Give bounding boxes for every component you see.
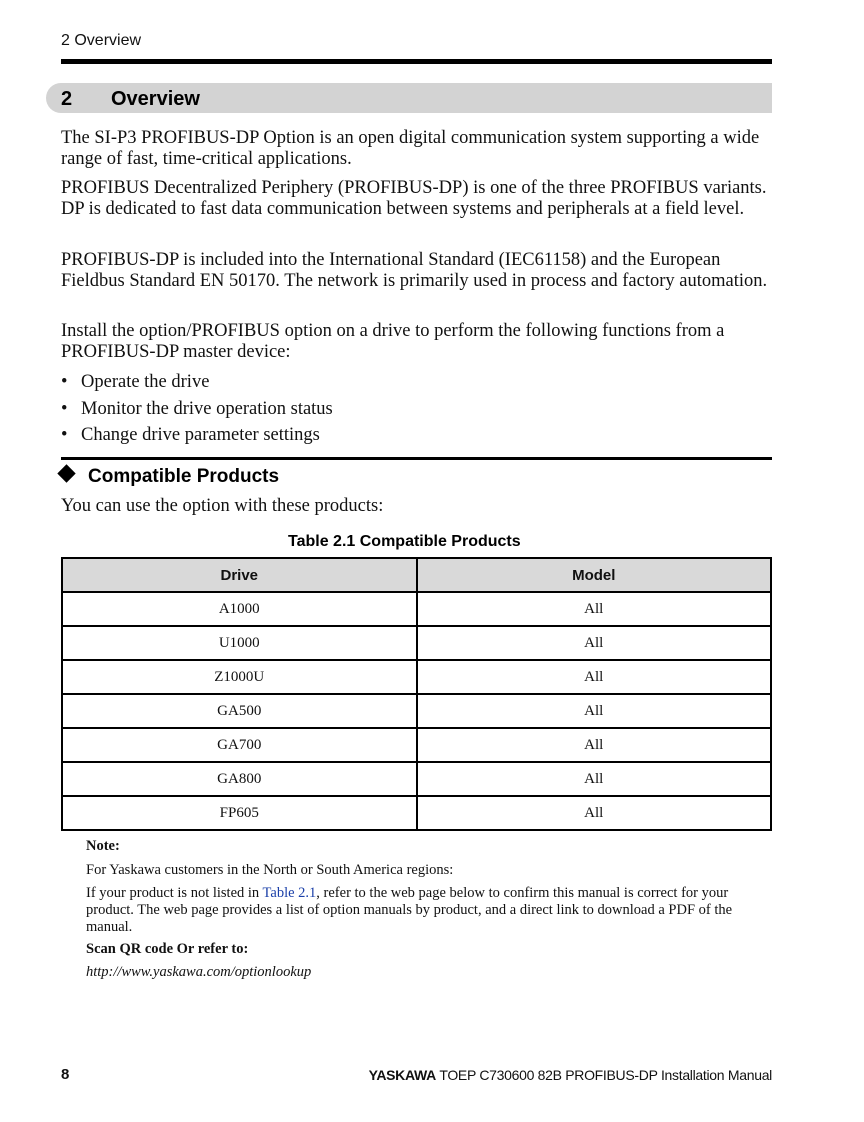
table-row <box>62 694 771 728</box>
section-intro: You can use the option with these products: <box>61 496 384 516</box>
table-row <box>62 660 771 694</box>
bullet-item: • Monitor the drive operation status <box>61 399 333 419</box>
drive-cell: A1000 <box>62 592 417 626</box>
table-caption: Table 2.1 Compatible Products <box>288 533 521 550</box>
section-title: Compatible Products <box>88 466 280 487</box>
table-reference-link[interactable]: Table 2.1 <box>262 885 317 901</box>
paragraph-intro: The SI-P3 PROFIBUS-DP Option is an open digital communication system supporting a wide range of fast, time-critical applications. <box>61 128 760 169</box>
drive-cell: GA700 <box>62 728 417 762</box>
model-cell: All <box>417 660 772 694</box>
model-cell: All <box>417 694 772 728</box>
footer-brand: YASKAWA <box>368 1067 436 1083</box>
paragraph-decentralized-periphery: PROFIBUS Decentralized Periphery (PROFIBUS-DP) is one of the three PROFIBUS variants. DP is dedicated to fast data communication between systems and peripherals at a field level. <box>61 178 767 219</box>
section-rule <box>61 457 772 460</box>
drive-cell: Z1000U <box>62 660 417 694</box>
table-row <box>62 728 771 762</box>
compatible-products-table <box>61 557 772 831</box>
drive-cell: FP605 <box>62 796 417 830</box>
header-rule <box>61 59 772 64</box>
column-header-model: Model <box>417 558 772 592</box>
drive-cell: GA800 <box>62 762 417 796</box>
table-row <box>62 762 771 796</box>
note-regions: For Yaskawa customers in the North or South America regions: <box>86 862 454 878</box>
footer-manual-title: YASKAWA TOEP C730600 82B PROFIBUS-DP Installation Manual <box>368 1067 772 1083</box>
page-number: 8 <box>61 1066 70 1083</box>
model-cell: All <box>417 626 772 660</box>
drive-cell: GA500 <box>62 694 417 728</box>
bullet-dot-icon: • <box>61 425 68 445</box>
bullet-item: • Change drive parameter settings <box>61 425 320 445</box>
note-label: Note: <box>86 838 120 854</box>
running-head: 2 Overview <box>61 32 142 49</box>
bullet-dot-icon: • <box>61 399 68 419</box>
model-cell: All <box>417 592 772 626</box>
paragraph-standards: PROFIBUS-DP is included into the International Standard (IEC61158) and the European Fieldbus Standard EN 50170. The network is primarily used in process and factory automation. <box>61 250 768 291</box>
column-header-drive: Drive <box>62 558 417 592</box>
drive-cell: U1000 <box>62 626 417 660</box>
qr-label: Scan QR code Or refer to: <box>86 941 249 957</box>
chapter-number: 2 <box>61 88 73 110</box>
table-header-row <box>62 558 771 592</box>
note-instructions: If your product is not listed in Table 2.1, refer to the web page below to confirm this manual is correct for your product. The web page provides a list of option manuals by product, and a direct link to download a PDF of the manual. <box>86 885 733 935</box>
table-row <box>62 592 771 626</box>
table-row <box>62 796 771 830</box>
option-lookup-url[interactable]: http://www.yaskawa.com/optionlookup <box>86 964 312 980</box>
bullet-item: • Operate the drive <box>61 372 210 392</box>
diamond-icon <box>57 464 75 482</box>
chapter-title: Overview <box>111 88 200 110</box>
paragraph-install: Install the option/PROFIBUS option on a drive to perform the following functions from a PROFIBUS-DP master device: <box>61 321 725 362</box>
model-cell: All <box>417 796 772 830</box>
bullet-dot-icon: • <box>61 372 68 392</box>
model-cell: All <box>417 728 772 762</box>
table-row <box>62 626 771 660</box>
model-cell: All <box>417 762 772 796</box>
